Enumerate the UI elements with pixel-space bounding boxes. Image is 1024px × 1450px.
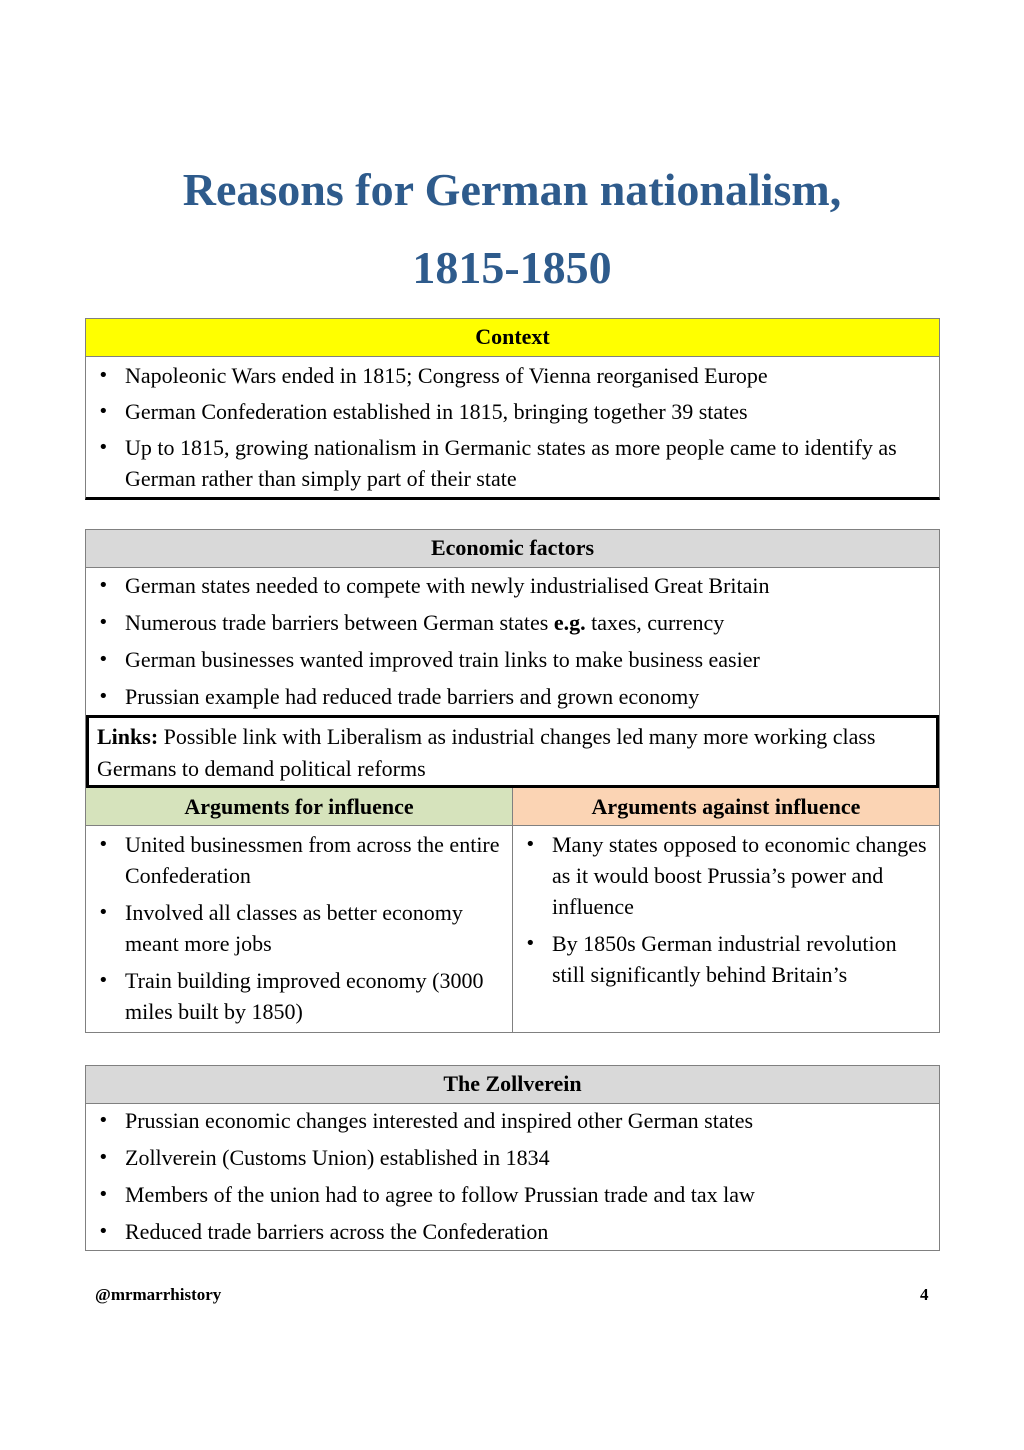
list-item-text: taxes, currency [585, 610, 725, 635]
list-item-text: Numerous trade barriers between German states [125, 610, 554, 635]
economic-factors-table [85, 529, 940, 1033]
list-item: • German businesses wanted improved train links to make business easier [86, 644, 939, 675]
list-item: • Reduced trade barriers across the Confederation [86, 1216, 939, 1247]
arguments-table [86, 788, 939, 1032]
list-item: • United businessmen from across the entire Confederation [86, 829, 512, 891]
arguments-for-header: Arguments for influence [86, 788, 512, 826]
links-box [86, 715, 939, 788]
links-label: Links: [97, 724, 159, 749]
list-item: • Many states opposed to economic changes as it would boost Prussia’s power and influence [513, 829, 939, 922]
arguments-for-column [86, 788, 513, 1032]
context-list [86, 357, 939, 494]
list-item: • Prussian economic changes interested and inspired other German states [86, 1105, 939, 1136]
page-title-line-2: 1815-1850 [412, 242, 612, 293]
list-item [86, 607, 939, 638]
arguments-against-list [513, 826, 939, 990]
footer-handle: @mrmarrhistory [95, 1285, 222, 1304]
list-item: • By 1850s German industrial revolution still significantly behind Britain’s [513, 928, 939, 990]
zollverein-header: The Zollverein [86, 1066, 939, 1104]
zollverein-list [86, 1104, 939, 1247]
list-item: • German states needed to compete with newly industrialised Great Britain [86, 570, 939, 601]
page-title-line-1: Reasons for German nationalism, [182, 164, 842, 215]
arguments-for-list [86, 826, 512, 1027]
list-item: • Zollverein (Customs Union) established in 1834 [86, 1142, 939, 1173]
list-item: • Up to 1815, growing nationalism in Germanic states as more people came to identify as German rather than simply part of their state [86, 432, 939, 494]
list-item: • Train building improved economy (3000 miles built by 1850) [86, 965, 512, 1027]
page-number: 4 [920, 1285, 929, 1304]
links-text: Possible link with Liberalism as industrial changes led many more working class Germans to demand political reforms [97, 724, 876, 781]
arguments-against-column [513, 788, 939, 1032]
economic-list [86, 568, 939, 712]
context-header: Context [86, 319, 939, 357]
list-item: • Members of the union had to agree to follow Prussian trade and tax law [86, 1179, 939, 1210]
economic-header: Economic factors [86, 530, 939, 568]
list-item: • German Confederation established in 1815, bringing together 39 states [86, 396, 939, 427]
arguments-against-header: Arguments against influence [513, 788, 939, 826]
list-item: • Involved all classes as better economy meant more jobs [86, 897, 512, 959]
context-table [85, 318, 940, 500]
list-item-emphasis: e.g. [553, 610, 586, 635]
list-item: • Prussian example had reduced trade barriers and grown economy [86, 681, 939, 712]
list-item: • Napoleonic Wars ended in 1815; Congress of Vienna reorganised Europe [86, 360, 939, 391]
zollverein-table [85, 1065, 940, 1251]
